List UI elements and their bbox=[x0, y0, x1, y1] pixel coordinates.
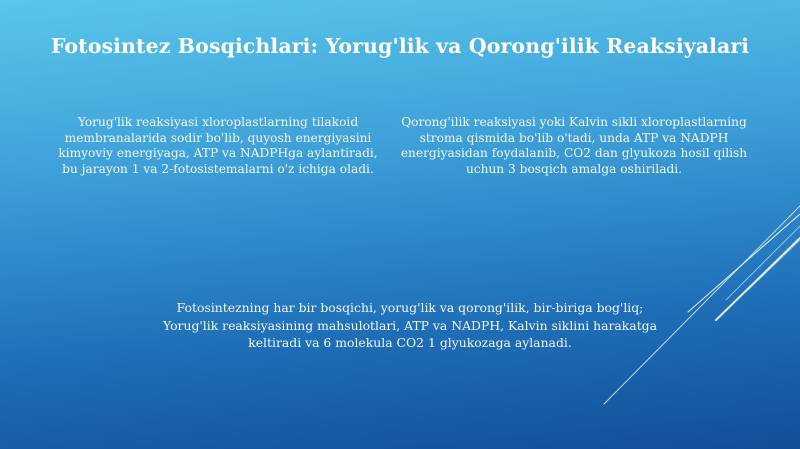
deco-line-upper bbox=[688, 214, 800, 312]
dark-reaction-text: Qorong'ilik reaksiyasi yoki Kalvin sikli xloroplastlarning stroma qismida bo'lib o'tadi, unda ATP va NADPH energiyasidan foydalanib, CO2 dan glyukoza hosil qilish uchun 3 bosqich amalga oshiriladi. bbox=[400, 115, 748, 176]
deco-line-thin-b bbox=[748, 240, 800, 290]
deco-line-thin-a bbox=[726, 226, 800, 300]
summary-text: Fotosintezning har bir bosqichi, yorug'lik va qorong'ilik, bir-biriga bog'liq; Yorug'lik reaksiyasining mahsulotlari, ATP va NADPH, Kalvin siklini harakatga keltiradi va 6 molekula CO2 1 glyukozaga aylanadi. bbox=[163, 300, 657, 350]
slide-title: Fotosintez Bosqichlari: Yorug'lik va Qorong'ilik Reaksiyalari bbox=[50, 34, 750, 58]
deco-line-mid bbox=[716, 238, 800, 320]
light-reaction-text: Yorug'lik reaksiyasi xloroplastlarning tilakoid membranalarida sodir bo'lib, quyosh energiyasini kimyoviy energiyaga, ATP va NADPHga aylantiradi, bu jarayon 1 va 2-fotosistemalarni o'z ichiga oladi. bbox=[58, 115, 378, 176]
